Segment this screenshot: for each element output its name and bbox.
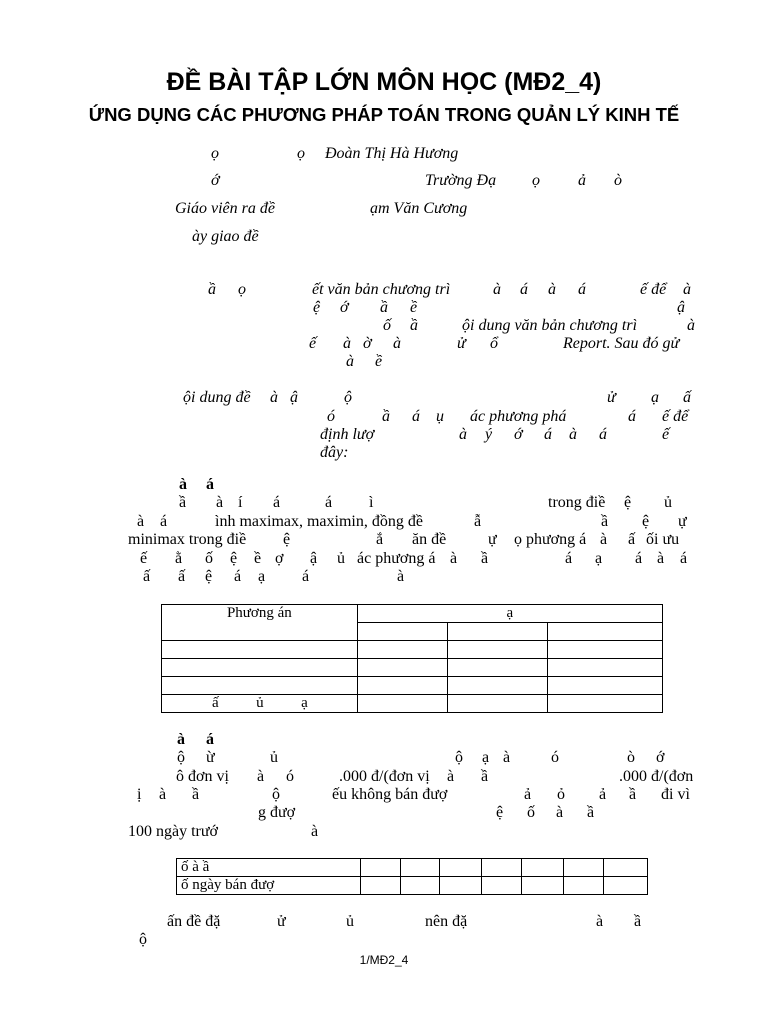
req-text: ầ [410, 317, 418, 334]
cell-text: ủ [256, 695, 264, 711]
table-row [162, 641, 663, 659]
content-text: đây: [320, 444, 349, 461]
table-cell [448, 641, 548, 659]
table-cell [162, 677, 358, 695]
body-text: ầ [192, 786, 200, 803]
teacher-label: Giáo viên ra đề [175, 200, 275, 217]
body-text: ỏ [557, 786, 565, 803]
table-cell [162, 659, 358, 677]
body-text: á [565, 550, 573, 567]
req-text: ề [410, 299, 418, 316]
content-text: ớ [514, 426, 523, 443]
section-heading: á [206, 731, 214, 748]
body-text: ò [627, 749, 635, 766]
content-text: ạ [651, 389, 659, 406]
table-cell [482, 877, 522, 895]
table-row [162, 659, 663, 677]
body-text: ợ [275, 550, 284, 567]
content-text: ý [485, 426, 493, 443]
teacher-name: ạm Văn Cương [370, 200, 468, 217]
table-cell [482, 859, 522, 877]
table-cell [548, 677, 663, 695]
body-text: ối ưu [646, 531, 680, 548]
table-cell [448, 695, 548, 713]
table-header-cell: Phương án [162, 605, 358, 641]
body-text: ằ [175, 550, 183, 567]
body-text: ầ [481, 550, 489, 567]
info-text: ọ [532, 172, 540, 189]
content-text: ế để [662, 408, 689, 425]
body-text: á [325, 494, 333, 511]
content-text: à [569, 426, 577, 443]
req-text: Report. Sau đó gử [563, 335, 680, 352]
body-text: ả [599, 786, 607, 803]
body-text: ộ [455, 749, 463, 766]
req-text: ổ [490, 335, 498, 352]
body-text: ấn đề đặ [167, 913, 221, 930]
body-text: à [257, 768, 265, 785]
content-text: á [628, 408, 636, 425]
body-text: ế [140, 550, 148, 567]
table-cell [440, 877, 482, 895]
req-text: ế [309, 335, 317, 352]
req-text: à [346, 353, 354, 370]
table-cell [604, 877, 648, 895]
req-text: á [520, 281, 528, 298]
req-text: ậ [677, 299, 685, 316]
req-text: ế để [640, 281, 667, 298]
body-text: ự [678, 513, 687, 530]
body-text: nên đặ [425, 913, 468, 930]
body-text: ệ [205, 568, 213, 585]
body-text: á [302, 568, 310, 585]
info-text: ả [578, 172, 586, 189]
body-text: ầ [587, 804, 595, 821]
body-text: .000 đ/(đơn vị [339, 768, 430, 785]
req-text: ề [375, 353, 383, 370]
body-text: ấ [143, 568, 151, 585]
body-text: ầ [179, 494, 187, 511]
content-text: à [270, 389, 278, 406]
body-text: ủ [664, 494, 672, 511]
info-text: ọ [297, 145, 305, 162]
section-heading: à [179, 476, 187, 493]
req-text: à [683, 281, 691, 298]
document-title: ĐỀ BÀI TẬP LỚN MÔN HỌC (MĐ2_4) [166, 68, 602, 96]
table-footer-cell [162, 695, 358, 713]
body-text: ạ [595, 550, 603, 567]
req-text: ệ [313, 299, 321, 316]
row-label: ố à ầ [177, 859, 361, 877]
body-text: ệ [642, 513, 650, 530]
body-text: ạ [482, 749, 490, 766]
table-header-cell: ạ [357, 605, 662, 623]
table-row [177, 859, 648, 877]
body-text: ầ [634, 913, 642, 930]
body-text: ác phương á [357, 550, 436, 567]
table-row [162, 605, 663, 623]
req-text: ố [383, 317, 391, 334]
body-text: à [503, 749, 511, 766]
body-text: ầ [481, 768, 489, 785]
info-text: ò [614, 172, 622, 189]
body-text: ì [369, 494, 374, 511]
body-text: á [160, 513, 168, 530]
body-text: ề [254, 550, 262, 567]
table-cell [522, 859, 564, 877]
table-cell [440, 859, 482, 877]
req-text: à [493, 281, 501, 298]
table-cell [357, 623, 448, 641]
body-text: à [137, 513, 145, 530]
table-cell [604, 859, 648, 877]
content-text: ấ [683, 389, 691, 406]
row-label: ố ngày bán đượ [177, 877, 361, 895]
cell-text: ấ [212, 695, 219, 711]
info-text: ọ [211, 145, 219, 162]
body-text: g đượ [258, 804, 296, 821]
content-text: ác phương phá [470, 408, 567, 425]
body-text: á [273, 494, 281, 511]
table-cell [448, 659, 548, 677]
table-row [162, 677, 663, 695]
table-cell [360, 877, 400, 895]
body-text: à [397, 568, 405, 585]
body-text: á [635, 550, 643, 567]
body-text: ếu không bán đượ [332, 786, 448, 803]
body-text: .000 đ/(đơn [619, 768, 694, 785]
body-text: ộ [139, 931, 147, 948]
table-cell [564, 877, 604, 895]
body-text: ộ [272, 786, 280, 803]
section-heading: á [206, 476, 214, 493]
section-heading: à [177, 731, 185, 748]
date-label: ày giao đề [192, 228, 259, 245]
table-cell [400, 859, 440, 877]
body-text: ệ [624, 494, 632, 511]
body-text: ắ [376, 531, 384, 548]
body-text: ố [527, 804, 535, 821]
req-text: à [343, 335, 351, 352]
body-text: ăn đề [412, 531, 447, 548]
body-text: ầ [601, 513, 609, 530]
body-text: ả [524, 786, 532, 803]
document-subtitle: ỨNG DỤNG CÁC PHƯƠNG PHÁP TOÁN TRONG QUẢN LÝ KINH TẾ [88, 104, 680, 125]
school-name: Trường Đạ [425, 172, 497, 189]
student-name: Đoàn Thị Hà Hương [325, 145, 459, 162]
body-text: à [450, 550, 458, 567]
body-text: à [159, 786, 167, 803]
body-text: đi vì [661, 786, 690, 803]
content-text: ó [327, 408, 335, 425]
body-text: ủ [337, 550, 345, 567]
table-row [177, 877, 648, 895]
page-number: 1/MĐ2_4 [359, 953, 409, 967]
table-cell [162, 641, 358, 659]
table-cell [357, 659, 448, 677]
body-text: ấ [178, 568, 186, 585]
req-text: ầ [208, 281, 216, 298]
body-text: ình maximax, maximin, đồng đề [215, 513, 423, 530]
table-cell [400, 877, 440, 895]
content-text: á [544, 426, 552, 443]
body-text: à [596, 913, 604, 930]
cell-text: ạ [301, 695, 308, 711]
decision-table [161, 604, 663, 713]
table-cell [522, 877, 564, 895]
content-text: ụ [436, 408, 444, 425]
body-text: á [680, 550, 688, 567]
content-text: ầ [382, 408, 390, 425]
req-text: á [578, 281, 586, 298]
table-cell [548, 641, 663, 659]
body-text: ủ [346, 913, 354, 930]
body-text: à [311, 823, 319, 840]
content-text: ội dung đề [183, 389, 251, 406]
table-cell [548, 659, 663, 677]
table-cell [564, 859, 604, 877]
table-cell [448, 623, 548, 641]
content-text: à [459, 426, 467, 443]
body-text: ô đơn vị [176, 768, 229, 785]
content-text: á [599, 426, 607, 443]
table-row [162, 695, 663, 713]
body-text: ừ [206, 749, 215, 766]
body-text: à [447, 768, 455, 785]
content-text: ử [607, 389, 616, 406]
body-text: à [657, 550, 665, 567]
table-cell [448, 677, 548, 695]
body-text: ố [205, 550, 213, 567]
body-text: ộ [177, 749, 185, 766]
req-text: ội dung văn bản chương trì [462, 317, 638, 334]
table-cell [360, 859, 400, 877]
body-text: á [234, 568, 242, 585]
body-text: ó [286, 768, 294, 785]
body-text: à [600, 531, 608, 548]
body-text: ớ [656, 749, 665, 766]
body-text: à [556, 804, 564, 821]
content-text: ế [662, 426, 670, 443]
content-text: ộ [344, 389, 352, 406]
table-cell [357, 677, 448, 695]
req-text: ầ [380, 299, 388, 316]
body-text: ó [551, 749, 559, 766]
table-cell [357, 695, 448, 713]
req-text: ọ [238, 281, 246, 298]
req-text: ớ [340, 299, 349, 316]
req-text: ờ [363, 335, 372, 352]
body-text: ẫ [474, 513, 482, 530]
body-text: ị [137, 786, 142, 803]
body-text: ệ [496, 804, 504, 821]
body-text: ạ [258, 568, 266, 585]
body-text: ấ [628, 531, 636, 548]
req-text: ết văn bản chương trì [312, 281, 451, 298]
body-text: 100 ngày trướ [128, 823, 219, 840]
body-text: ầ [629, 786, 637, 803]
body-text: trong điề [548, 494, 606, 511]
body-text: ủ [270, 749, 278, 766]
info-text: ớ [211, 172, 220, 189]
body-text: í [238, 494, 243, 511]
content-text: ậ [290, 389, 298, 406]
table-cell [548, 695, 663, 713]
body-text: ự [488, 531, 497, 548]
req-text: à [548, 281, 556, 298]
body-text: à [216, 494, 224, 511]
req-text: à [687, 317, 695, 334]
body-text: ệ [230, 550, 238, 567]
body-text: ậ [310, 550, 318, 567]
body-text: ọ phương á [514, 531, 587, 548]
table-cell [357, 641, 448, 659]
body-text: ử [277, 913, 286, 930]
req-text: ử [457, 335, 466, 352]
body-text: ệ [283, 531, 291, 548]
sales-table [176, 858, 648, 895]
content-text: á [412, 408, 420, 425]
table-cell [548, 623, 663, 641]
req-text: à [393, 335, 401, 352]
content-text: định lượ [320, 426, 375, 443]
body-text: minimax trong điề [128, 531, 247, 548]
